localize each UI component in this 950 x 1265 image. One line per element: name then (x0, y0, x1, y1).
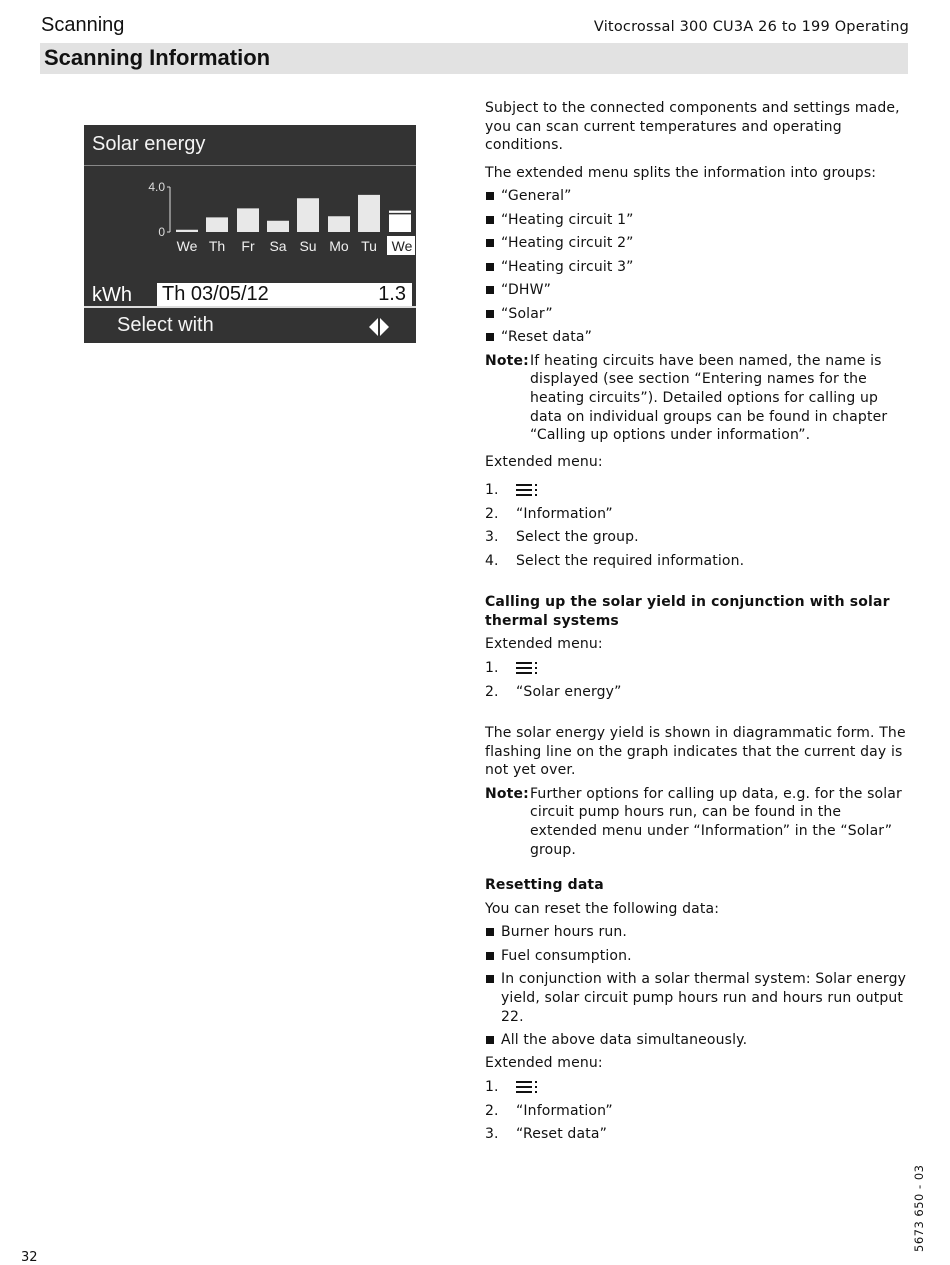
document-code: 5673 650 - 03 (912, 1164, 926, 1252)
page-title-bar (40, 43, 908, 74)
resetting-heading: Resetting data (485, 877, 604, 894)
list-item: Burner hours run. (485, 923, 910, 942)
list-item: “Reset data” (485, 328, 910, 347)
list-item: 2. “Information” (485, 505, 613, 522)
menu-icon (516, 483, 540, 497)
y-tick-label: 0 (158, 225, 165, 239)
note-heating-circuits (485, 352, 910, 445)
page-number: 32 (21, 1250, 38, 1265)
bar (206, 217, 228, 232)
group-list (485, 187, 910, 347)
x-tick-label: Sa (269, 238, 287, 254)
list-item: 1. (485, 1078, 910, 1097)
content-column (485, 99, 910, 1149)
bar (267, 221, 289, 232)
left-right-arrows-icon (368, 317, 390, 337)
extended-menu-label: Extended menu: (485, 1055, 603, 1072)
x-tick-label: Th (208, 238, 226, 254)
list-item: “Heating circuit 1” (485, 211, 910, 230)
reset-intro: You can reset the following data: (485, 900, 720, 917)
x-tick-label: We (176, 238, 198, 254)
list-item: 1. (485, 659, 910, 678)
screen-title: Solar energy (92, 133, 206, 155)
list-item: 2. “Solar energy” (485, 683, 622, 700)
steps-reset (485, 1078, 910, 1144)
solar-energy-chart (84, 125, 416, 285)
bar (358, 195, 380, 232)
note-label: Note: (485, 785, 529, 802)
solar-paragraph: The solar energy yield is shown in diagrammatic form. The flashing line on the graph indicates that the current day is not yet over. (485, 725, 906, 779)
extended-menu-label: Extended menu: (485, 636, 603, 653)
document-title: Vitocrossal 300 CU3A 26 to 199 Operating (593, 19, 909, 35)
bar (297, 198, 319, 232)
display-screen (84, 125, 416, 343)
reset-list (485, 923, 910, 1049)
groups-intro: The extended menu splits the information into groups: (485, 164, 877, 181)
section-heading: Scanning (41, 14, 125, 36)
x-tick-label: Fr (241, 238, 255, 254)
list-item: In conjunction with a solar thermal system: Solar energy yield, solar circuit pump hours run and hours run output 22. (485, 970, 910, 1026)
note-solar (485, 785, 910, 859)
note-text: Further options for calling up data, e.g. for the solar circuit pump hours run, can be found in the extended menu under “Information” in the “Solar” group. (530, 785, 902, 858)
list-item: 4. Select the required information. (485, 552, 745, 569)
x-tick-label: We (391, 238, 413, 254)
list-item: “General” (485, 187, 910, 206)
unit-label: kWh (92, 284, 132, 306)
list-item: 1. (485, 481, 910, 500)
bar (176, 230, 198, 232)
x-tick-label: Tu (361, 238, 377, 254)
steps-solar (485, 659, 910, 701)
select-hint: Select with (117, 314, 214, 336)
list-item: 3. Select the group. (485, 529, 639, 546)
menu-icon (516, 1080, 540, 1094)
list-item: 3. “Reset data” (485, 1126, 607, 1143)
list-item: All the above data simultaneously. (485, 1031, 910, 1050)
list-item: “Solar” (485, 305, 910, 324)
list-item: “Heating circuit 2” (485, 234, 910, 253)
menu-icon (516, 661, 540, 675)
y-tick-label: 4.0 (148, 180, 165, 194)
x-tick-label: Mo (329, 238, 349, 254)
list-item: “Heating circuit 3” (485, 258, 910, 277)
page-title: Scanning Information (44, 45, 271, 70)
intro-paragraph: Subject to the connected components and settings made, you can scan current temperatures and operating conditions. (485, 100, 900, 154)
bar (237, 208, 259, 232)
list-item: 2. “Information” (485, 1102, 613, 1119)
date-label: Th 03/05/12 (162, 283, 269, 305)
steps-information (485, 481, 910, 570)
list-item: “DHW” (485, 281, 910, 300)
screen-divider-bottom (84, 306, 416, 308)
x-tick-label: Su (299, 238, 317, 254)
bar (328, 216, 350, 232)
note-label: Note: (485, 352, 529, 369)
energy-value: 1.3 (378, 283, 406, 305)
date-value-box (157, 283, 412, 306)
list-item: Fuel consumption. (485, 947, 910, 966)
note-text: If heating circuits have been named, the name is displayed (see section “Entering names for the heating circuits”). Detailed options for calling up data on individual groups can be found in chapter “Calling up options under information”. (530, 352, 888, 444)
solar-yield-heading: Calling up the solar yield in conjunction with solar thermal systems (485, 594, 890, 629)
extended-menu-label: Extended menu: (485, 453, 603, 470)
